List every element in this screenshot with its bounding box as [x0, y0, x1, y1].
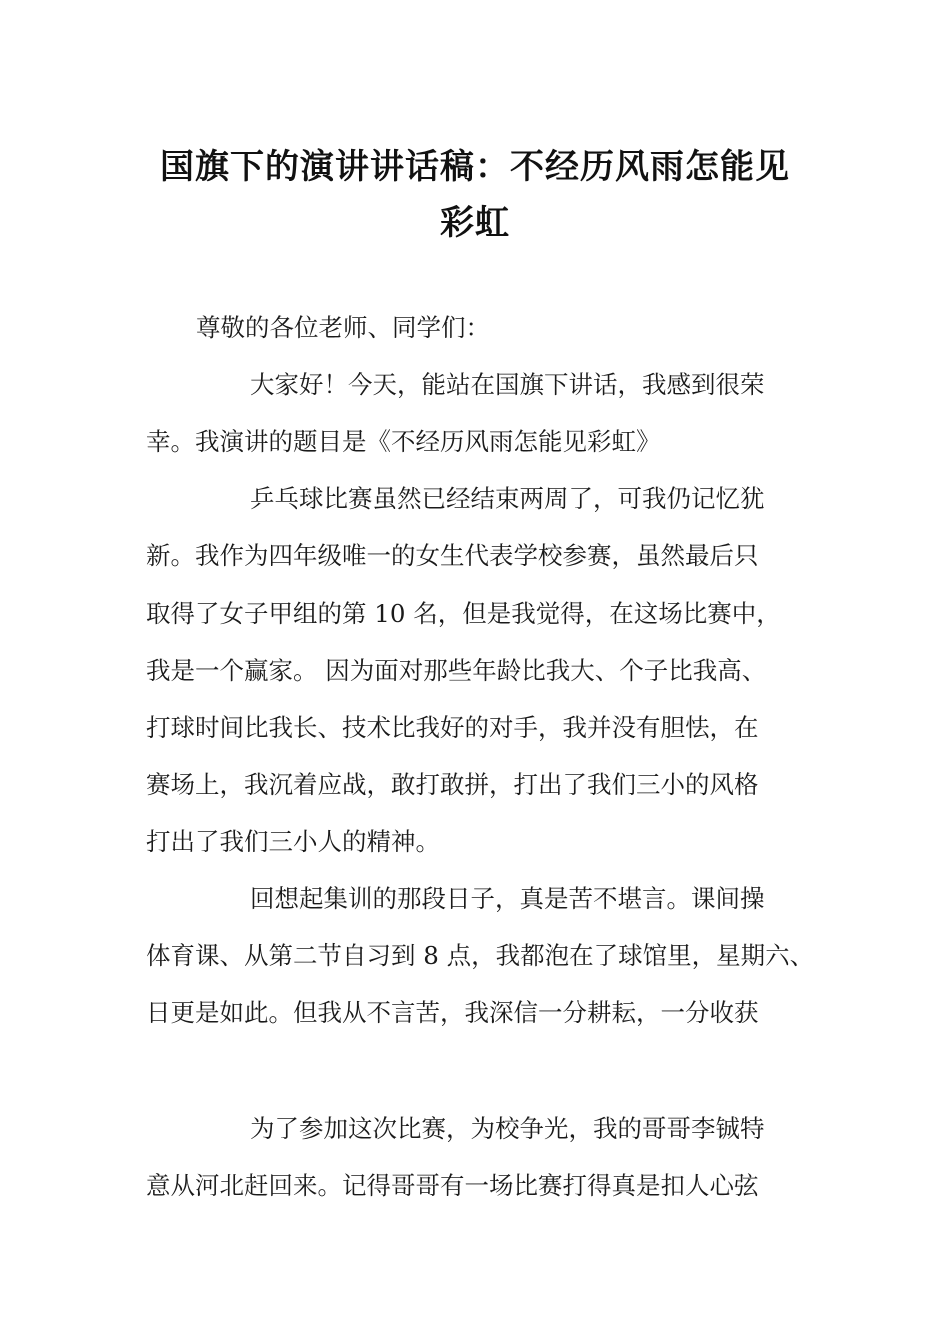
- paragraph-2-line-3: 取得了女子甲组的第 10 名，但是我觉得，在这场比赛中，: [146, 599, 781, 628]
- paragraph-1-line-1: 大家好！今天，能站在国旗下讲话，我感到很荣: [250, 370, 765, 399]
- title-line-1: 国旗下的演讲讲话稿：不经历风雨怎能见: [160, 146, 790, 187]
- paragraph-2-line-1: 乒乓球比赛虽然已经结束两周了，可我仍记忆犹: [250, 484, 765, 513]
- paragraph-3-line-2: 体育课、从第二节自习到 8 点，我都泡在了球馆里，星期六、: [146, 941, 815, 970]
- document-title: [120, 139, 830, 251]
- paragraph-3-line-1: 回想起集训的那段日子，真是苦不堪言。课间操: [250, 884, 765, 913]
- paragraph-2-line-6: 赛场上，我沉着应战，敢打敢拼，打出了我们三小的风格: [146, 770, 759, 799]
- paragraph-2-line-4: 我是一个赢家。 因为面对那些年龄比我大、个子比我高、: [146, 656, 767, 685]
- title-line-2: 彩虹: [440, 202, 510, 243]
- paragraph-1-line-2: 幸。我演讲的题目是《不经历风雨怎能见彩虹》: [146, 427, 661, 456]
- paragraph-4-line-2: 意从河北赶回来。记得哥哥有一场比赛打得真是扣人心弦: [146, 1171, 759, 1200]
- salutation: 尊敬的各位老师、同学们：: [196, 313, 490, 342]
- paragraph-4-line-1: 为了参加这次比赛，为校争光，我的哥哥李铖特: [250, 1114, 765, 1143]
- paragraph-2-line-7: 打出了我们三小人的精神。: [146, 827, 440, 856]
- paragraph-2-line-2: 新。我作为四年级唯一的女生代表学校参赛，虽然最后只: [146, 541, 759, 570]
- paragraph-3-line-3: 日更是如此。但我从不言苦，我深信一分耕耘，一分收获: [146, 998, 759, 1027]
- paragraph-2-line-5: 打球时间比我长、技术比我好的对手，我并没有胆怯，在: [146, 713, 759, 742]
